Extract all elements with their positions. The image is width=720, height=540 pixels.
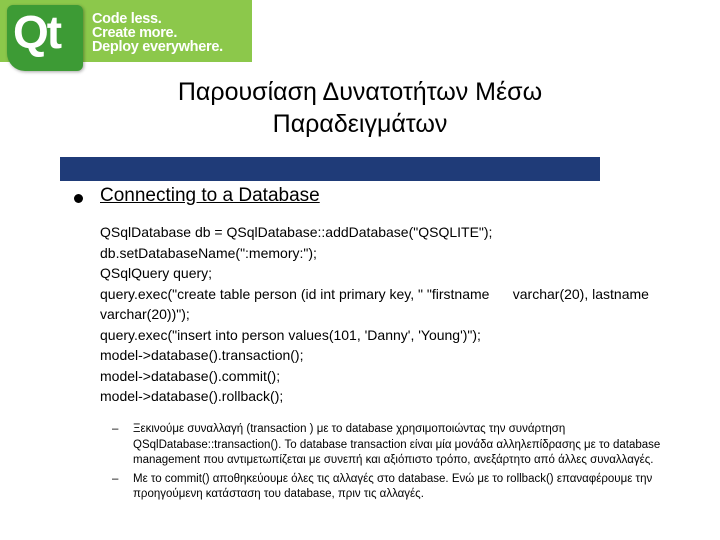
slide-title-line-1: Παρουσίαση Δυνατοτήτων Μέσω <box>177 78 543 106</box>
code-line: QSqlDatabase db = QSqlDatabase::addDatabase("QSQLITE"); <box>100 224 493 240</box>
sub-bullet-list <box>112 422 672 506</box>
sub-bullet-item <box>112 472 672 503</box>
tagline-line-1: Code less. <box>92 11 162 27</box>
sub-bullet-item <box>112 422 672 469</box>
sub-bullet-text: Ξεκινούμε συναλλαγή (transaction ) με το database χρησιμοποιώντας την συνάρτηση QSqlDatabase::transaction(). Το database transaction είναι μία μονάδα αλληλεπίδρασης με το database management που αντιμετωπίζεται με συνεπή και αξιόπιστο τρόπο, ανεξάρτητο από άλλες συναλλαγές. <box>133 423 661 466</box>
dash-icon: – <box>112 472 119 485</box>
qt-logo-mark: Qt <box>13 6 61 58</box>
slide-title <box>60 76 660 140</box>
tagline-line-2: Create more. <box>92 25 178 41</box>
code-line: query.exec("insert into person values(101, 'Danny', 'Young')"); <box>100 326 481 343</box>
code-line: query.exec("create table person (id int primary key, " "firstname varchar(20), lastname varchar(20))"); <box>100 285 653 322</box>
qt-logo <box>0 0 252 62</box>
sub-bullet-text: Με το commit() αποθηκεύουμε όλες τις αλλαγές στο database. Ενώ με το rollback() επαναφέρουμε την προηγούμενη κατάσταση του database, πριν τις αλλαγές. <box>133 472 653 500</box>
code-line: model->database().transaction(); <box>100 347 304 363</box>
code-line: QSqlQuery query; <box>100 265 213 281</box>
dash-icon: – <box>112 423 119 435</box>
code-block <box>100 222 680 407</box>
bullet-heading: Connecting to a Database <box>100 185 320 206</box>
slide-title-line-2: Παραδειγμάτων <box>272 110 448 138</box>
code-line: model->database().rollback(); <box>100 388 284 404</box>
qt-logo-icon <box>7 5 83 71</box>
code-line: model->database().commit(); <box>100 367 281 384</box>
code-line: db.setDatabaseName(":memory:"); <box>100 244 317 261</box>
tagline-line-3: Deploy everywhere. <box>92 39 223 55</box>
qt-tagline <box>92 12 223 54</box>
title-divider-bar <box>60 157 600 181</box>
bullet-dot-icon <box>74 194 83 203</box>
